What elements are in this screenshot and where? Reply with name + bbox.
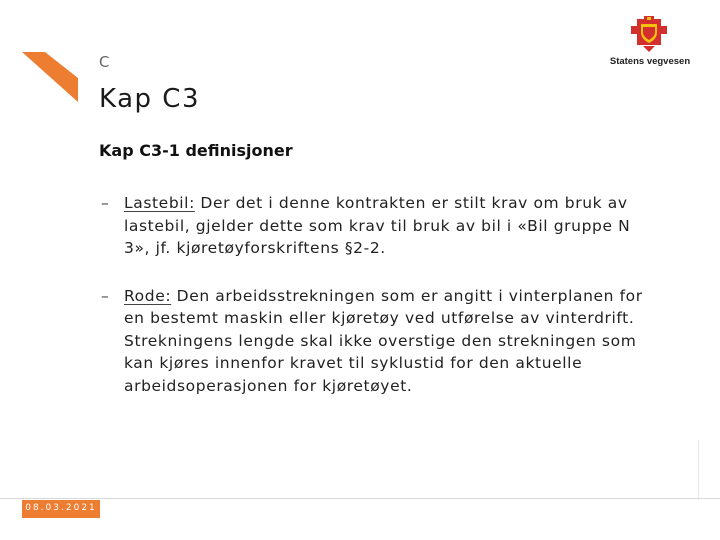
- footer-date: 08.03.2021: [25, 503, 97, 513]
- list-item: [101, 192, 661, 260]
- accent-bar: [22, 52, 78, 102]
- statens-vegvesen-logo: [604, 16, 696, 70]
- footer-side-divider: [698, 440, 699, 500]
- definition-term: Rode:: [124, 286, 172, 305]
- logo-wordmark: Statens vegvesen: [609, 56, 691, 67]
- section-letter: C: [99, 53, 111, 71]
- definition-term: Lastebil:: [124, 194, 195, 212]
- section-heading: Kap C3-1 definisjoner: [99, 141, 293, 160]
- definition-text: Der det i denne kontrakten er stilt krav om bruk av lastebil, gjelder dette som krav til bruk av bil i «Bil gruppe N 3», jf. kjøretøyforskriftens §2-2.: [124, 194, 631, 257]
- statens-vegvesen-crest-icon: [631, 16, 667, 52]
- bullet-marker: –: [101, 286, 110, 305]
- definition-list: [101, 192, 661, 397]
- list-item: [101, 285, 661, 398]
- definition-text: Den arbeidsstrekningen som er angitt i vinterplanen for en bestemt maskin eller kjøretøy ved utførelse av vinterdrift. Strekningens lengde skal ikke overstige den strekningen som kan kjøres innenfor kravet til syklustid for den aktuelle arbeidsoperasjonen for kjøretøyet.: [124, 286, 643, 395]
- bullet-marker: –: [101, 194, 110, 212]
- footer-divider: [0, 498, 720, 499]
- slide-title: Kap C3: [99, 84, 200, 114]
